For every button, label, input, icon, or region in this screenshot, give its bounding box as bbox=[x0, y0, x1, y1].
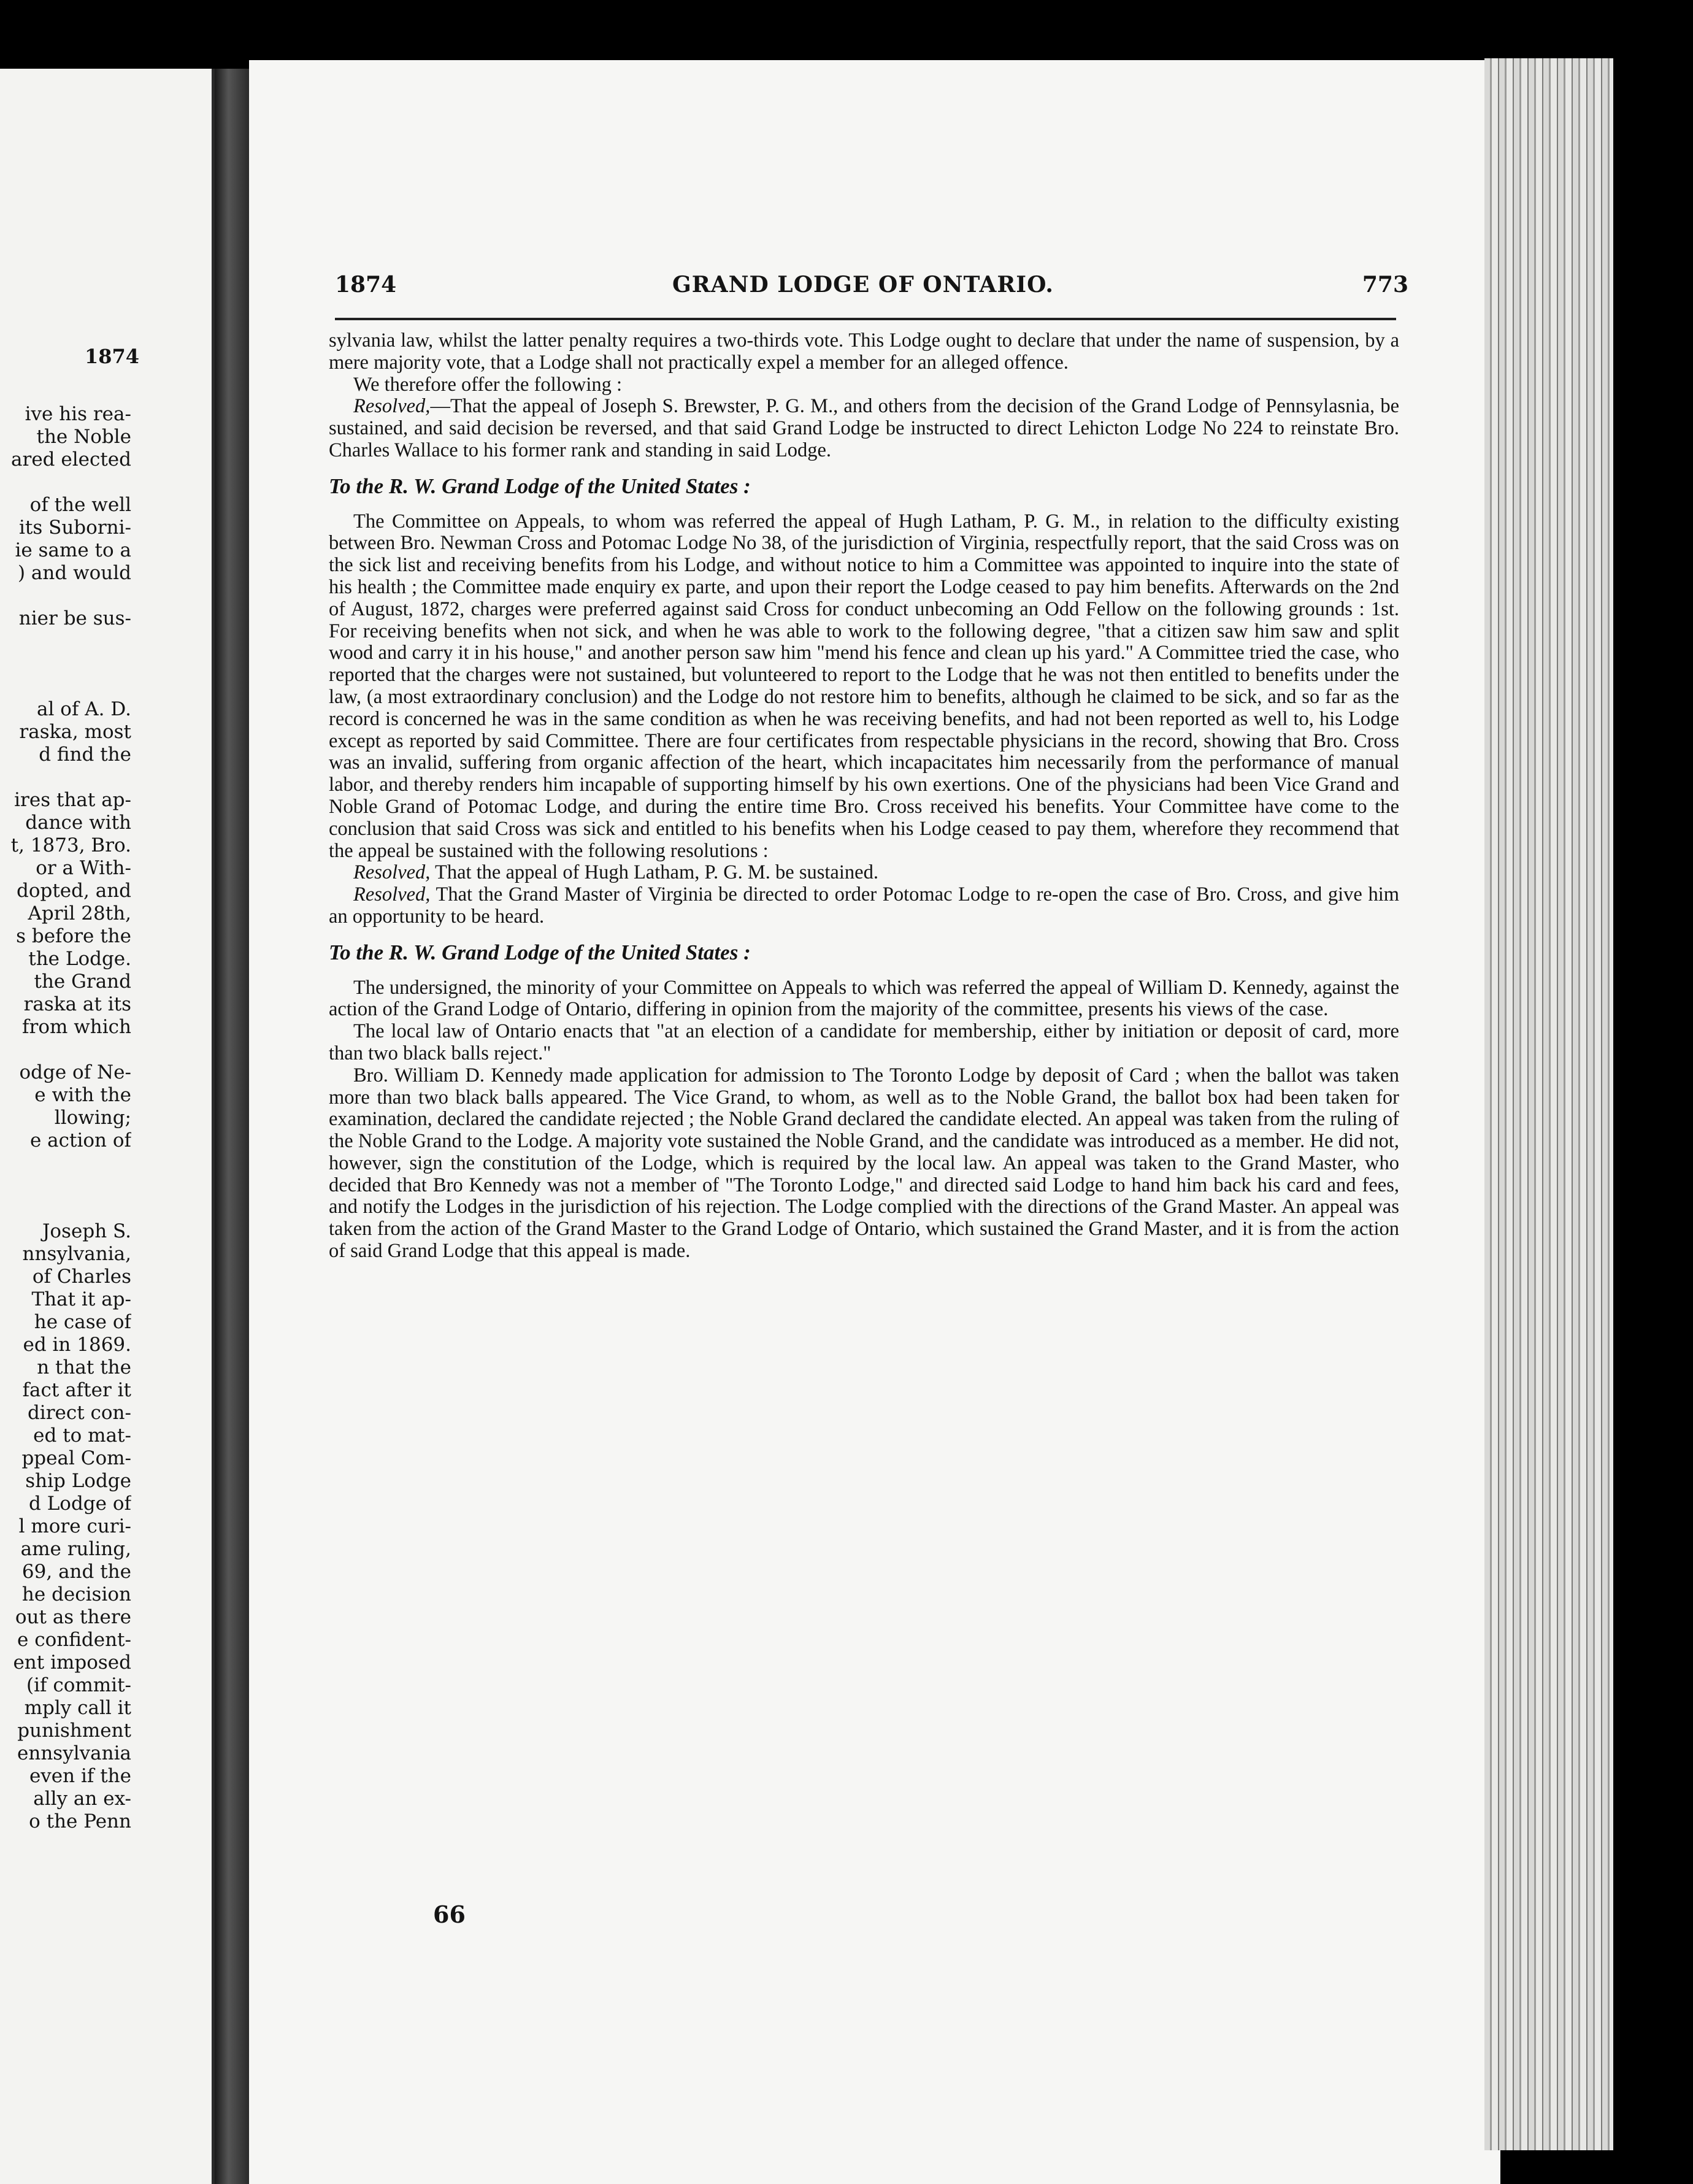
left-page-line: its Suborni- bbox=[18, 517, 131, 539]
left-page-line: t, 1873, Bro. bbox=[10, 834, 131, 856]
left-page-line: mply call it bbox=[24, 1697, 131, 1719]
page-edges bbox=[1484, 58, 1613, 2150]
left-page-line: d find the bbox=[39, 744, 131, 766]
resolved-lead: Resolved, bbox=[353, 395, 431, 418]
left-page-line: Joseph S. bbox=[42, 1220, 131, 1242]
left-page bbox=[0, 69, 215, 2184]
left-page-text bbox=[0, 403, 131, 1833]
left-page-line: even if the bbox=[29, 1765, 131, 1787]
left-page-line: April 28th, bbox=[28, 902, 131, 925]
left-page-line bbox=[0, 630, 131, 653]
left-page-line: out as there bbox=[15, 1606, 131, 1628]
resolved-lead: Resolved, bbox=[353, 861, 431, 884]
left-page-line: dopted, and bbox=[17, 880, 131, 902]
left-page-line: ppeal Com- bbox=[21, 1447, 131, 1469]
left-page-line: l more curi- bbox=[18, 1515, 131, 1537]
left-page-line: of Charles bbox=[32, 1266, 131, 1288]
left-page-line: s before the bbox=[16, 925, 131, 947]
left-page-line: That it ap- bbox=[31, 1288, 131, 1310]
left-page-line: nier be sus- bbox=[18, 607, 131, 629]
left-page-line bbox=[0, 585, 131, 607]
resolution-text: —That the appeal of Joseph S. Brewster, P. G. M., and others from the decision of the Grand Lodge of Pennsylasnia, be sustained, and said decision be reversed, and that said Grand Lodge be instructed to direct Lehicton Lodge No 224 to reinstate Bro. Charles Wallace to his former rank and standing in said Lodge. bbox=[329, 395, 1399, 461]
left-page-line: of the well bbox=[29, 494, 131, 516]
left-page-line: ive his rea- bbox=[25, 403, 131, 425]
left-page-line: ared elected bbox=[11, 448, 131, 471]
book-gutter bbox=[215, 69, 249, 2184]
left-page-line: ally an ex- bbox=[33, 1788, 131, 1810]
left-page-line: llowing; bbox=[54, 1107, 131, 1129]
left-page-line: e action of bbox=[29, 1129, 131, 1152]
body-text bbox=[329, 330, 1399, 1263]
left-page-line: ed to mat- bbox=[33, 1425, 131, 1447]
left-page-line: dance with bbox=[25, 812, 131, 834]
left-page-line: d Lodge of bbox=[29, 1493, 131, 1515]
left-page-line: 69, and the bbox=[21, 1561, 131, 1583]
left-page-line: or a With- bbox=[36, 857, 131, 879]
signature-mark: 66 bbox=[433, 1901, 466, 1928]
resolution-paragraph bbox=[329, 884, 1399, 928]
right-page bbox=[249, 60, 1500, 2184]
resolution-paragraph bbox=[329, 396, 1399, 461]
running-header bbox=[335, 272, 1408, 309]
left-page-line: ires that ap- bbox=[14, 789, 131, 811]
left-page-line: he case of bbox=[34, 1311, 131, 1333]
salutation: To the R. W. Grand Lodge of the United States : bbox=[329, 474, 751, 498]
resolution-text: That the Grand Master of Virginia be directed to order Potomac Lodge to re-open the case of Bro. Cross, and give him an opportunity to be heard. bbox=[329, 883, 1399, 928]
left-page-line: ) and would bbox=[17, 562, 131, 584]
header-page-number: 773 bbox=[1362, 272, 1408, 298]
paragraph: The undersigned, the minority of your Committee on Appeals to which was referred the appeal of William D. Kennedy, against the action of the Grand Lodge of Ontario, differing in opinion from the majority of the committee, presents his views of the case. bbox=[329, 976, 1399, 1021]
left-page-line bbox=[0, 675, 131, 698]
resolution-text: That the appeal of Hugh Latham, P. G. M. be sustained. bbox=[430, 861, 878, 884]
left-page-line: o the Penn bbox=[29, 1810, 131, 1832]
header-title: GRAND LODGE OF ONTARIO. bbox=[672, 272, 1054, 298]
left-page-line: odge of Ne- bbox=[19, 1061, 131, 1083]
left-page-line bbox=[0, 1039, 131, 1061]
left-page-line: ame ruling, bbox=[20, 1538, 131, 1560]
edge-shadow bbox=[1613, 58, 1693, 2184]
left-page-folio: 1874 bbox=[85, 345, 140, 368]
left-page-line: ship Lodge bbox=[25, 1470, 131, 1492]
left-page-line: fact after it bbox=[22, 1379, 131, 1401]
paragraph: Bro. William D. Kennedy made application for admission to The Toronto Lodge by deposit of Card ; when the ballot was taken more than two black balls appeared. The Vice Grand, to whom, as well as to the Noble Grand, the ballot box had been taken for examination, declared the candidate rejected ; the Noble Grand declared the candidate elected. An appeal was taken from the ruling of the Noble Grand to the Lodge. A majority vote sustained the Noble Grand, and the candidate was introduced as a member. He did not, however, sign the constitution of the Lodge, which is required by the local law. An appeal was taken to the Grand Master, who decided that Bro Kennedy was not a member of "The Toronto Lodge," and directed said Lodge to hand him back his card and fees, and notify the Lodges in the jurisdiction of his rejection. The Lodge complied with the directions of the Grand Master. An appeal was taken from the action of the Grand Master to the Grand Lodge of Ontario, which sustained the Grand Master, and it is from the action of said Grand Lodge that this appeal is made. bbox=[329, 1064, 1399, 1263]
left-page-line bbox=[0, 653, 131, 675]
left-page-line: n that the bbox=[37, 1356, 131, 1378]
header-rule bbox=[335, 318, 1396, 320]
paragraph: The Committee on Appeals, to whom was referred the appeal of Hugh Latham, P. G. M., in relation to the difficulty existing between Bro. Newman Cross and Potomac Lodge No 38, of the jurisdiction of Virginia, respectfully report, that the said Cross was on the sick list and receiving benefits from his Lodge, and without notice to him a Committee was appointed to inquire into the state of his health ; the Committee made enquiry ex parte, and upon their report the Lodge ceased to pay him benefits. Afterwards on the 2nd of August, 1872, charges were preferred against said Cross for conduct unbecoming an Odd Fellow on the following grounds : 1st. For receiving benefits when not sick, and when he was able to work to the following degree, "that a citizen saw him saw and split wood and carry it in his house," and another person saw him "mend his fence and clean up his yard." A Committee tried the case, who reported that the charges were not sustained, but volunteered to report to the Lodge that he was not then entitled to benefits under the law, (a most extraordinary conclusion) and the Lodge do not restore him to benefits, although he claimed to be sick, and so far as the record is concerned he was in the same condition as when he was receiving benefits, and had not been reported as well to, his Lodge except as reported by said Committee. There are four certificates from respectable physicians in the record, showing that Bro. Cross was an invalid, suffering from organic affection of the heart, which incapacitates him necessarily from the performance of manual labor, and thereby renders him incapable of supporting himself by his own exertions. One of the physicians had been Vice Grand and Noble Grand of Potomac Lodge, and during the entire time Bro. Cross received his benefits. Your Committee have come to the conclusion that said Cross was sick and entitled to his benefits when his Lodge ceased to pay them, wherefore they recommend that the appeal be sustained with the following resolutions : bbox=[329, 510, 1399, 862]
left-page-line bbox=[0, 471, 131, 494]
left-page-line: e with the bbox=[34, 1084, 131, 1106]
resolution-paragraph bbox=[329, 862, 1399, 884]
left-page-line bbox=[0, 1198, 131, 1220]
left-page-line: raska, most bbox=[19, 721, 131, 743]
left-page-line: (if commit- bbox=[26, 1674, 131, 1696]
paragraph: sylvania law, whilst the latter penalty requires a two-thirds vote. This Lodge ought to declare that under the name of suspension, by a mere majority vote, that a Lodge shall not practically expel a member for an alleged offence. bbox=[329, 329, 1399, 374]
left-page-line: punishment bbox=[17, 1720, 131, 1742]
left-page-line: al of A. D. bbox=[37, 698, 131, 720]
left-page-line: the Lodge. bbox=[28, 948, 131, 970]
left-page-line bbox=[0, 1175, 131, 1198]
paragraph: The local law of Ontario enacts that "at an election of a candidate for membership, either by initiation or deposit of card, more than two black balls reject." bbox=[329, 1020, 1399, 1064]
left-page-line bbox=[0, 766, 131, 789]
left-page-line: direct con- bbox=[27, 1402, 131, 1424]
left-page-line: ent imposed bbox=[13, 1651, 131, 1674]
left-page-line bbox=[0, 1152, 131, 1175]
left-page-line: he decision bbox=[21, 1583, 131, 1605]
left-page-line: nnsylvania, bbox=[22, 1243, 131, 1265]
left-page-line: ie same to a bbox=[15, 539, 131, 561]
resolved-lead: Resolved, bbox=[353, 883, 431, 906]
left-page-line: the Noble bbox=[36, 426, 131, 448]
left-page-line: ennsylvania bbox=[17, 1742, 131, 1764]
left-page-line: the Grand bbox=[34, 971, 131, 993]
header-year: 1874 bbox=[335, 272, 397, 298]
salutation: To the R. W. Grand Lodge of the United States : bbox=[329, 940, 751, 964]
left-page-line: ed in 1869. bbox=[23, 1334, 131, 1356]
left-page-line: from which bbox=[22, 1016, 131, 1038]
paragraph: We therefore offer the following : bbox=[353, 373, 623, 396]
left-page-line: raska at its bbox=[23, 993, 131, 1015]
left-page-line: e confident- bbox=[17, 1629, 131, 1651]
